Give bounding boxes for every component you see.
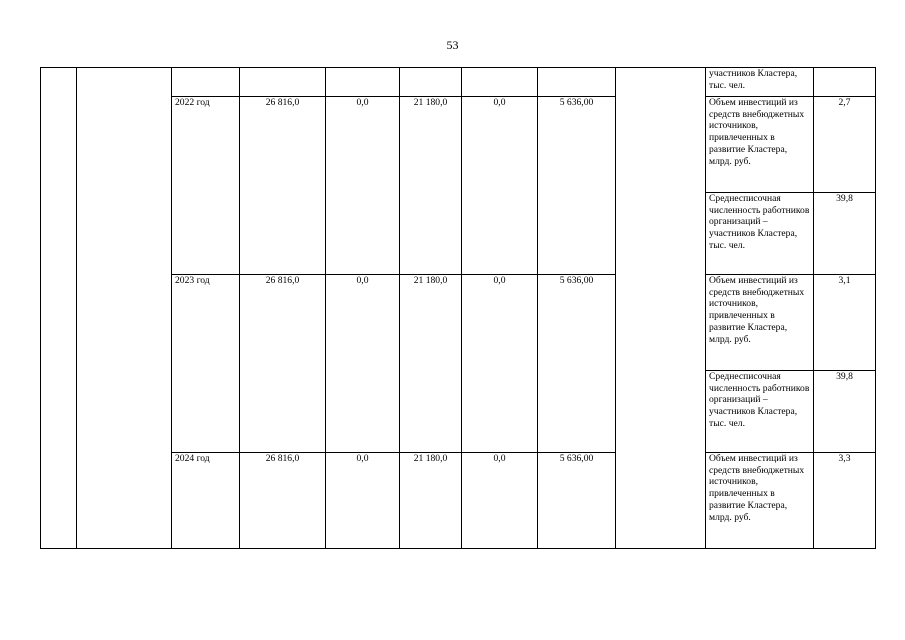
year-cell: 2023 год [172, 275, 240, 453]
budget-table [40, 67, 876, 549]
total-cell: 26 816,0 [240, 275, 326, 453]
indicator-cell: Объем инвестиций из средств внебюджетных источников, привлеченных в развитие Кластера, млрд. руб. [706, 453, 814, 549]
extrabudgetary-cell [538, 68, 616, 97]
regional-budget-cell: 21 180,0 [400, 453, 462, 549]
page-number: 53 [446, 38, 459, 52]
name-cell [77, 68, 172, 549]
indicator-value-cell [814, 68, 876, 97]
indicator-value-cell: 3,3 [814, 453, 876, 549]
total-cell [240, 68, 326, 97]
indicator-cell: участников Кластера, тыс. чел. [706, 68, 814, 97]
indicator-value-cell: 39,8 [814, 371, 876, 453]
indicator-cell: Среднесписочная численность работников организаций – участников Кластера, тыс. чел. [706, 193, 814, 275]
extrabudgetary-cell: 5 636,00 [538, 275, 616, 453]
indicator-cell: Среднесписочная численность работников организаций – участников Кластера, тыс. чел. [706, 371, 814, 453]
federal-budget-cell: 0,0 [326, 97, 400, 275]
year-cell: 2022 год [172, 97, 240, 275]
regional-budget-cell: 21 180,0 [400, 275, 462, 453]
extrabudgetary-cell: 5 636,00 [538, 97, 616, 275]
indicator-cell: Объем инвестиций из средств внебюджетных источников, привлеченных в развитие Кластера, млрд. руб. [706, 97, 814, 193]
federal-budget-cell [326, 68, 400, 97]
total-cell: 26 816,0 [240, 453, 326, 549]
indicator-value-cell: 39,8 [814, 193, 876, 275]
local-budget-cell: 0,0 [462, 275, 538, 453]
executor-cell [616, 68, 706, 549]
regional-budget-cell: 21 180,0 [400, 97, 462, 275]
indicator-cell: Объем инвестиций из средств внебюджетных источников, привлеченных в развитие Кластера, млрд. руб. [706, 275, 814, 371]
total-cell: 26 816,0 [240, 97, 326, 275]
local-budget-cell [462, 68, 538, 97]
local-budget-cell: 0,0 [462, 97, 538, 275]
extrabudgetary-cell: 5 636,00 [538, 453, 616, 549]
federal-budget-cell: 0,0 [326, 453, 400, 549]
regional-budget-cell [400, 68, 462, 97]
local-budget-cell: 0,0 [462, 453, 538, 549]
number-cell [41, 68, 77, 549]
table-row-continuation [41, 68, 876, 97]
indicator-value-cell: 2,7 [814, 97, 876, 193]
year-cell: 2024 год [172, 453, 240, 549]
federal-budget-cell: 0,0 [326, 275, 400, 453]
indicator-value-cell: 3,1 [814, 275, 876, 371]
year-cell [172, 68, 240, 97]
